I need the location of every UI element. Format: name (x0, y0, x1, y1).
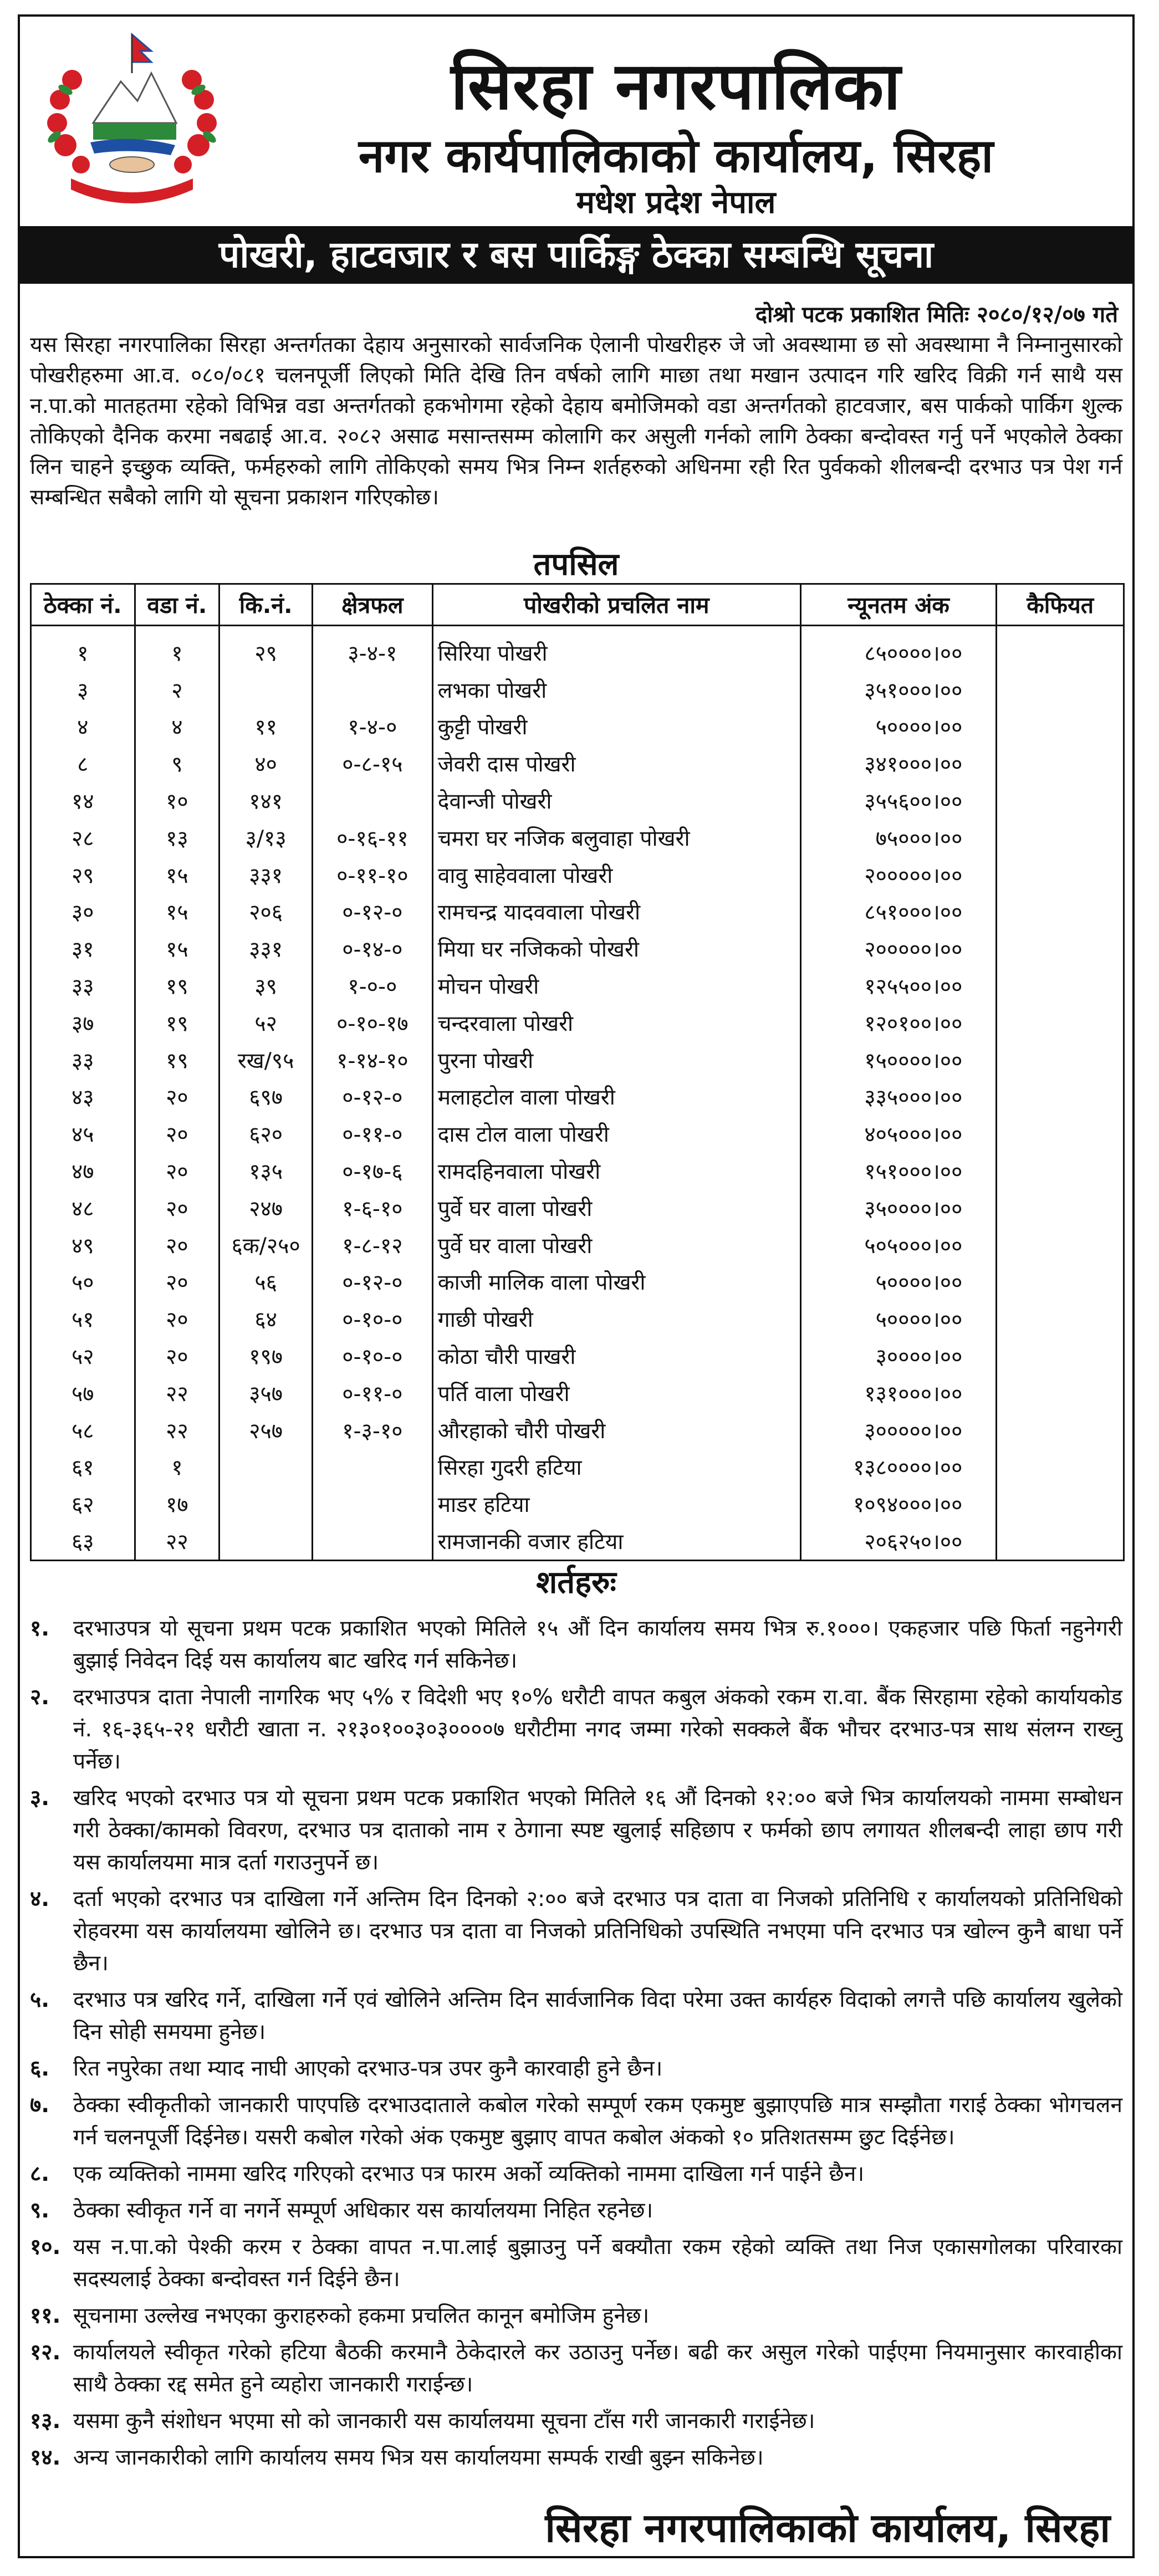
condition-text: दरभाउपत्र दाता नेपाली नागरिक भए ५% र विदेशी भए १०% धरौटी वापत कबुल अंकको रकम रा.वा. बैंक सिरहामा रहेको कार्यायकोड नं. १६-३६५-२१ धरौटी खाता न. २१३०१००३०३००००७ धरौटीमा नगद जम्मा गरेको सक्कले बैंक भौचर दरभाउ-पत्र साथ संलग्न राख्नु पर्नेछ। (73, 1685, 1122, 1774)
cell-min-amount: ३५५६००।०० (800, 782, 997, 819)
cell-area: १-८-१२ (313, 1226, 433, 1264)
cell-kitta-no: ३३१ (219, 856, 313, 893)
cell-kitta-no: ६४ (219, 1300, 313, 1337)
cell-contract-no: ४८ (31, 1189, 135, 1226)
col-header-contract-no: ठेक्का नं. (31, 584, 135, 626)
condition-number: ४. (30, 1887, 50, 1911)
table-row (31, 745, 1124, 782)
cell-kitta-no: ३९ (219, 967, 313, 1004)
cell-kitta-no: १९७ (219, 1337, 313, 1374)
cell-area: ०-१२-० (313, 1264, 433, 1301)
cell-kitta-no: २९ (219, 634, 313, 671)
cell-contract-no: ३० (31, 893, 135, 931)
cell-area: ०-१०-० (313, 1300, 433, 1337)
cell-remarks (997, 1189, 1124, 1226)
cell-min-amount: १५१०००।०० (800, 1152, 997, 1189)
cell-remarks (997, 1264, 1124, 1301)
cell-ward-no: २० (135, 1152, 219, 1189)
publish-date: दोश्रो पटक प्रकाशित मितिः २०८०/१२/०७ गते (755, 302, 1118, 328)
cell-min-amount: ५००००।०० (800, 1264, 997, 1301)
cell-min-amount: १२५५००।०० (800, 967, 997, 1004)
cell-contract-no: ६३ (31, 1522, 135, 1560)
col-header-pond-name: पोखरीको प्रचलित नाम (432, 584, 800, 626)
condition-text: खरिद भएको दरभाउ पत्र यो सूचना प्रथम पटक प्रकाशित भएको मितिले १६ औं दिनको १२:०० बजे भित्र कार्यालयको नाममा सम्बोधन गरी ठेक्का/कामको विवरण, दरभाउ पत्र दाताको नाम र ठेगाना स्पष्ट खुलाई सहिछाप र फर्मको छाप लगायत शीलबन्दी लाहा छाप गरी यस कार्यालयमा मात्र दर्ता गराउनुपर्ने छ। (73, 1786, 1122, 1875)
cell-min-amount: १२०१००।०० (800, 1004, 997, 1041)
condition-number: ७. (30, 2093, 50, 2118)
cell-remarks (997, 634, 1124, 671)
table-heading: तपसिल (533, 546, 619, 582)
cell-ward-no: १७ (135, 1485, 219, 1522)
cell-area: १-१४-१० (313, 1041, 433, 1079)
cell-min-amount: ८५००००।०० (800, 634, 997, 671)
table-row (31, 1264, 1124, 1301)
cell-ward-no: १९ (135, 967, 219, 1004)
conditions-list (30, 1613, 1122, 2478)
cell-contract-no: ५१ (31, 1300, 135, 1337)
cell-min-amount: ३००००।०० (800, 1337, 997, 1374)
condition-text: दर्ता भएको दरभाउ पत्र दाखिला गर्ने अन्तिम दिन दिनको २:०० बजे दरभाउ पत्र दाता वा निजको प्रतिनिधि र कार्यालयको प्रतिनिधिको रोहवरमा यस कार्यालयमा खोलिने छ। दरभाउ पत्र दाता वा निजको प्रतिनिधिको उपस्थिति नभएमा पनि दरभाउ पत्र खोल्न कुनै बाधा पर्ने छैन। (73, 1887, 1122, 1976)
cell-min-amount: ७५०००।०० (800, 819, 997, 856)
table-row (31, 1412, 1124, 1449)
table-row (31, 1152, 1124, 1189)
cell-remarks (997, 1004, 1124, 1041)
condition-number: १०. (30, 2235, 61, 2260)
cell-pond-name: पुर्वे घर वाला पोखरी (432, 1189, 800, 1226)
cell-kitta-no: रख/९५ (219, 1041, 313, 1079)
cell-ward-no: १९ (135, 1041, 219, 1079)
table-row (31, 930, 1124, 967)
cell-remarks (997, 1041, 1124, 1079)
contract-table (30, 583, 1125, 1561)
cell-pond-name: चन्दरवाला पोखरी (432, 1004, 800, 1041)
condition-item (30, 2231, 1122, 2296)
table-row (31, 856, 1124, 893)
condition-item (30, 1613, 1122, 1677)
table-row (31, 1115, 1124, 1152)
cell-contract-no: ४ (31, 708, 135, 745)
cell-area: १-३-१० (313, 1412, 433, 1449)
cell-ward-no: ९ (135, 745, 219, 782)
cell-kitta-no: ३३१ (219, 930, 313, 967)
condition-number: ८. (30, 2161, 50, 2186)
cell-contract-no: ५० (31, 1264, 135, 1301)
table-row (31, 893, 1124, 931)
cell-remarks (997, 1485, 1124, 1522)
cell-min-amount: ३४१०००।०० (800, 745, 997, 782)
table-row (31, 1300, 1124, 1337)
table-header-row (31, 584, 1124, 626)
condition-item (30, 1681, 1122, 1778)
table-row (31, 782, 1124, 819)
condition-item (30, 1984, 1122, 2048)
col-header-ward-no: वडा नं. (135, 584, 219, 626)
cell-ward-no: २ (135, 671, 219, 708)
cell-contract-no: ५८ (31, 1412, 135, 1449)
cell-ward-no: २० (135, 1337, 219, 1374)
condition-number: ६. (30, 2056, 50, 2081)
table-row (31, 1485, 1124, 1522)
table-row (31, 1189, 1124, 1226)
table-row (31, 671, 1124, 708)
cell-remarks (997, 1337, 1124, 1374)
cell-pond-name: मलाहटोल वाला पोखरी (432, 1079, 800, 1116)
cell-remarks (997, 1226, 1124, 1264)
cell-pond-name: गाछी पोखरी (432, 1300, 800, 1337)
condition-item (30, 2053, 1122, 2085)
cell-contract-no: ४५ (31, 1115, 135, 1152)
table-row (31, 1041, 1124, 1079)
cell-ward-no: २० (135, 1264, 219, 1301)
table-row (31, 708, 1124, 745)
cell-kitta-no (219, 1485, 313, 1522)
cell-min-amount: १३८००००।०० (800, 1449, 997, 1486)
condition-number: ३. (30, 1786, 50, 1811)
cell-area: ०-१२-० (313, 893, 433, 931)
cell-kitta-no: ५६ (219, 1264, 313, 1301)
condition-item (30, 2442, 1122, 2474)
cell-contract-no: ३७ (31, 1004, 135, 1041)
cell-area: ०-१४-० (313, 930, 433, 967)
cell-kitta-no: ६९७ (219, 1079, 313, 1116)
table-row (31, 1522, 1124, 1560)
condition-number: ११. (30, 2303, 61, 2328)
cell-pond-name: रामजानकी वजार हटिया (432, 1522, 800, 1560)
cell-min-amount: २०६२५०।०० (800, 1522, 997, 1560)
cell-ward-no: २२ (135, 1374, 219, 1412)
cell-pond-name: रामचन्द्र यादववाला पोखरी (432, 893, 800, 931)
cell-remarks (997, 745, 1124, 782)
condition-item (30, 2337, 1122, 2401)
table-row (31, 1337, 1124, 1374)
cell-remarks (997, 782, 1124, 819)
cell-pond-name: काजी मालिक वाला पोखरी (432, 1264, 800, 1301)
cell-min-amount: २०००००।०० (800, 856, 997, 893)
condition-number: १२. (30, 2340, 61, 2365)
cell-pond-name: पुरना पोखरी (432, 1041, 800, 1079)
cell-min-amount: १५००००।०० (800, 1041, 997, 1079)
cell-pond-name: चमरा घर नजिक बलुवाहा पोखरी (432, 819, 800, 856)
cell-area (313, 1485, 433, 1522)
cell-min-amount: ४०५०००।०० (800, 1115, 997, 1152)
cell-ward-no: २० (135, 1300, 219, 1337)
table-row (31, 1226, 1124, 1264)
cell-pond-name: रामदहिनवाला पोखरी (432, 1152, 800, 1189)
cell-contract-no: ४७ (31, 1152, 135, 1189)
cell-ward-no: २० (135, 1079, 219, 1116)
table-row (31, 1079, 1124, 1116)
cell-area: ३-४-१ (313, 634, 433, 671)
cell-area: ०-१०-१७ (313, 1004, 433, 1041)
condition-text: सूचनामा उल्लेख नभएका कुराहरुको हकमा प्रचलित कानून बमोजिम हुनेछ। (73, 2303, 650, 2328)
cell-contract-no: २९ (31, 856, 135, 893)
cell-contract-no: २८ (31, 819, 135, 856)
cell-remarks (997, 671, 1124, 708)
cell-area: ०-८-१५ (313, 745, 433, 782)
cell-remarks (997, 856, 1124, 893)
cell-ward-no: १३ (135, 819, 219, 856)
cell-contract-no: ३१ (31, 930, 135, 967)
cell-ward-no: १५ (135, 856, 219, 893)
cell-remarks (997, 819, 1124, 856)
cell-min-amount: ३०००००।०० (800, 1412, 997, 1449)
condition-text: अन्य जानकारीको लागि कार्यालय समय भित्र यस कार्यालयमा सम्पर्क राखी बुझ्न सकिनेछ। (73, 2445, 764, 2470)
cell-kitta-no: ४० (219, 745, 313, 782)
condition-number: ९. (30, 2198, 50, 2223)
cell-area: ०-११-० (313, 1115, 433, 1152)
condition-text: कार्यालयले स्वीकृत गरेको हटिया बैठकी करमानै ठेकेदारले कर उठाउनु पर्नेछ। बढी कर असुल गरेको पाईएमा नियमानुसार कारवाहीका साथै ठेक्का रद्द समेत हुने व्यहोरा जानकारी गराईन्छ। (73, 2340, 1122, 2397)
col-header-min-amount: न्यूनतम अंक (800, 584, 997, 626)
cell-kitta-no: ३५७ (219, 1374, 313, 1412)
cell-contract-no: ४३ (31, 1079, 135, 1116)
cell-min-amount: २०००००।०० (800, 930, 997, 967)
cell-remarks (997, 893, 1124, 931)
cell-area: १-०-० (313, 967, 433, 1004)
cell-pond-name: औरहाको चौरी पोखरी (432, 1412, 800, 1449)
cell-remarks (997, 1412, 1124, 1449)
cell-min-amount: ३३५०००।०० (800, 1079, 997, 1116)
cell-pond-name: देवान्जी पोखरी (432, 782, 800, 819)
cell-pond-name: मोचन पोखरी (432, 967, 800, 1004)
condition-number: ५. (30, 1987, 50, 2012)
cell-min-amount: ८५१०००।०० (800, 893, 997, 931)
cell-ward-no: १५ (135, 893, 219, 931)
condition-item (30, 2195, 1122, 2227)
cell-ward-no: १ (135, 634, 219, 671)
cell-remarks (997, 1115, 1124, 1152)
cell-pond-name: कोठा चौरी पाखरी (432, 1337, 800, 1374)
province-title: मधेश प्रदेश नेपाल (576, 185, 776, 221)
col-header-area: क्षेत्रफल (313, 584, 433, 626)
cell-contract-no: ४९ (31, 1226, 135, 1264)
cell-contract-no: ६२ (31, 1485, 135, 1522)
cell-kitta-no: ११ (219, 708, 313, 745)
cell-area: ०-१६-११ (313, 819, 433, 856)
cell-remarks (997, 930, 1124, 967)
cell-remarks (997, 1152, 1124, 1189)
cell-pond-name: कुट्टी पोखरी (432, 708, 800, 745)
notice-title-banner: पोखरी, हाटवजार र बस पार्किङ्ग ठेक्का सम्बन्धि सूचना (20, 226, 1132, 284)
cell-area: ०-१२-० (313, 1079, 433, 1116)
cell-remarks (997, 1449, 1124, 1486)
office-title: नगर कार्यपालिकाको कार्यालय, सिरहा (358, 129, 994, 183)
cell-area: १-४-० (313, 708, 433, 745)
condition-item (30, 2300, 1122, 2332)
condition-text: यस न.पा.को पेश्की करम र ठेक्का वापत न.पा.लाई बुझाउनु पर्ने बक्यौता रकम रहेको व्यक्ति तथा निज एकासगोलका परिवारका सदस्यलाई ठेक्का बन्दोवस्त गर्न दिईने छैन। (73, 2235, 1122, 2292)
cell-ward-no: १ (135, 1449, 219, 1486)
condition-text: ठेक्का स्वीकृत गर्ने वा नगर्ने सम्पूर्ण अधिकार यस कार्यालयमा निहित रहनेछ। (73, 2198, 653, 2223)
condition-number: २. (30, 1685, 50, 1710)
cell-pond-name: पर्ति वाला पोखरी (432, 1374, 800, 1412)
cell-ward-no: १० (135, 782, 219, 819)
cell-kitta-no (219, 1522, 313, 1560)
cell-kitta-no: ३/१३ (219, 819, 313, 856)
cell-contract-no: १ (31, 634, 135, 671)
cell-ward-no: २२ (135, 1412, 219, 1449)
cell-kitta-no: २५७ (219, 1412, 313, 1449)
cell-area: ०-१०-० (313, 1337, 433, 1374)
cell-contract-no: ६१ (31, 1449, 135, 1486)
nepal-emblem-icon (32, 29, 232, 206)
municipality-title: सिरहा नगरपालिका (451, 48, 901, 124)
cell-pond-name: पुर्वे घर वाला पोखरी (432, 1226, 800, 1264)
cell-kitta-no: २०६ (219, 893, 313, 931)
condition-item (30, 1883, 1122, 1980)
condition-item (30, 2405, 1122, 2437)
condition-item (30, 2089, 1122, 2154)
cell-area (313, 671, 433, 708)
cell-kitta-no: २४७ (219, 1189, 313, 1226)
cell-pond-name: माडर हटिया (432, 1485, 800, 1522)
cell-kitta-no: ५२ (219, 1004, 313, 1041)
cell-pond-name: वावु साहेववाला पोखरी (432, 856, 800, 893)
condition-number: १. (30, 1616, 50, 1641)
condition-text: दरभाउ पत्र खरिद गर्ने, दाखिला गर्ने एवं खोलिने अन्तिम दिन सार्वजानिक विदा परेमा उक्त कार्यहरु विदाको लगत्तै पछि कार्यालय खुलेको दिन सोही समयमा हुनेछ। (73, 1987, 1122, 2045)
col-header-remarks: कैफियत (997, 584, 1124, 626)
cell-min-amount: ३५१०००।०० (800, 671, 997, 708)
cell-remarks (997, 967, 1124, 1004)
condition-number: १३. (30, 2409, 61, 2434)
cell-area (313, 782, 433, 819)
condition-text: रित नपुरेका तथा म्याद नाघी आएको दरभाउ-पत्र उपर कुनै कारवाही हुने छैन। (73, 2056, 663, 2081)
table-row (31, 1004, 1124, 1041)
cell-contract-no: ३३ (31, 967, 135, 1004)
cell-ward-no: २० (135, 1189, 219, 1226)
cell-min-amount: १०९४०००।०० (800, 1485, 997, 1522)
cell-ward-no: २२ (135, 1522, 219, 1560)
cell-pond-name: दास टोल वाला पोखरी (432, 1115, 800, 1152)
notice-frame (18, 14, 1135, 2558)
conditions-heading: शर्तहरुः (536, 1565, 616, 1601)
cell-contract-no: ५७ (31, 1374, 135, 1412)
signature-office: सिरहा नगरपालिकाको कार्यालय, सिरहा (545, 2505, 1110, 2551)
table-row (31, 1449, 1124, 1486)
cell-pond-name: सिरिया पोखरी (432, 634, 800, 671)
cell-kitta-no: ६२० (219, 1115, 313, 1152)
table-row (31, 1374, 1124, 1412)
cell-ward-no: १९ (135, 1004, 219, 1041)
cell-area: ०-१७-६ (313, 1152, 433, 1189)
cell-pond-name: सिरहा गुदरी हटिया (432, 1449, 800, 1486)
cell-contract-no: ८ (31, 745, 135, 782)
condition-text: दरभाउपत्र यो सूचना प्रथम पटक प्रकाशित भएको मितिले १५ औं दिन कार्यालय समय भित्र रु.१०००। एकहजार पछि फिर्ता नहुनेगरी बुझाई निवेदन दिई यस कार्यालय बाट खरिद गर्न सकिनेछ। (73, 1616, 1122, 1673)
cell-kitta-no (219, 1449, 313, 1486)
cell-area (313, 1522, 433, 1560)
condition-text: ठेक्का स्वीकृतीको जानकारी पाएपछि दरभाउदाताले कबोल गरेको सम्पूर्ण रकम एकमुष्ट बुझाएपछि मात्र सम्झौता गराई ठेक्का भोगचलन गर्न चलनपूर्जी दिईनेछ। यसरी कबोल गरेको अंक एकमुष्ट बुझाए वापत कबोल अंकको १० प्रतिशतसम्म छुट दिईनेछ। (73, 2093, 1122, 2150)
cell-pond-name: लभका पोखरी (432, 671, 800, 708)
condition-text: यसमा कुनै संशोधन भएमा सो को जानकारी यस कार्यालयमा सूचना टाँस गरी जानकारी गराईनेछ। (73, 2409, 815, 2434)
col-header-kitta-no: कि.नं. (219, 584, 313, 626)
cell-remarks (997, 708, 1124, 745)
cell-contract-no: ५२ (31, 1337, 135, 1374)
cell-pond-name: जेवरी दास पोखरी (432, 745, 800, 782)
cell-min-amount: ३५००००।०० (800, 1189, 997, 1226)
condition-text: एक व्यक्तिको नाममा खरिद गरिएको दरभाउ पत्र फारम अर्को व्यक्तिको नाममा दाखिला गर्न पाईने छैन। (73, 2161, 865, 2186)
table-row (31, 819, 1124, 856)
cell-min-amount: १३१०००।०० (800, 1374, 997, 1412)
cell-remarks (997, 1300, 1124, 1337)
cell-ward-no: २० (135, 1115, 219, 1152)
cell-kitta-no: १३५ (219, 1152, 313, 1189)
cell-area: ०-११-१० (313, 856, 433, 893)
cell-ward-no: २० (135, 1226, 219, 1264)
cell-remarks (997, 1079, 1124, 1116)
cell-remarks (997, 1374, 1124, 1412)
cell-contract-no: ३३ (31, 1041, 135, 1079)
cell-kitta-no: १४१ (219, 782, 313, 819)
cell-contract-no: १४ (31, 782, 135, 819)
table-row (31, 967, 1124, 1004)
cell-ward-no: १५ (135, 930, 219, 967)
condition-item (30, 1782, 1122, 1879)
condition-number: १४. (30, 2445, 61, 2470)
cell-remarks (997, 1522, 1124, 1560)
cell-kitta-no: ६क/२५० (219, 1226, 313, 1264)
cell-area: ०-११-० (313, 1374, 433, 1412)
condition-item (30, 2158, 1122, 2190)
cell-ward-no: ४ (135, 708, 219, 745)
cell-kitta-no (219, 671, 313, 708)
cell-contract-no: ३ (31, 671, 135, 708)
cell-area (313, 1449, 433, 1486)
intro-paragraph: यस सिरहा नगरपालिका सिरहा अन्तर्गतका देहाय अनुसारको सार्वजनिक ऐलानी पोखरीहरु जे जो अवस्थामा छ सो अवस्थामा नै निम्नानुसारको पोखरीहरुमा आ.व. ०८०/०८१ चलनपूर्जी लिएको मिति देखि तिन वर्षको लागि माछा तथा मखान उत्पादन गरि खरिद विक्री गर्न साथै यस न.पा.को मातहतमा रहेको विभिन्न वडा अन्तर्गतको हकभोगमा रहेको देहाय बमोजिमको वडा अन्तर्गतको हाटवजार, बस पार्कको पार्किग शुल्क तोकिएको दैनिक करमा नबढाई आ.व. २०८२ असाढ मसान्तसम्म कोलागि कर असुली गर्नको लागि ठेक्का बन्दोवस्त गर्नु पर्ने भएकोले ठेक्का लिन चाहने इच्छुक व्यक्ति, फर्महरुको लागि तोकिएको समय भित्र निम्न शर्तहरुको अधिनमा रही रित पुर्वकको शीलबन्दी दरभाउ पत्र पेश गर्न सम्बन्धित सबैको लागि यो सूचना प्रकाशन गरिएकोछ। (30, 333, 1122, 510)
cell-min-amount: ५०५०००।०० (800, 1226, 997, 1264)
table-row (31, 634, 1124, 671)
cell-min-amount: ५००००।०० (800, 708, 997, 745)
cell-pond-name: मिया घर नजिकको पोखरी (432, 930, 800, 967)
cell-area: १-६-१० (313, 1189, 433, 1226)
cell-min-amount: ५००००।०० (800, 1300, 997, 1337)
